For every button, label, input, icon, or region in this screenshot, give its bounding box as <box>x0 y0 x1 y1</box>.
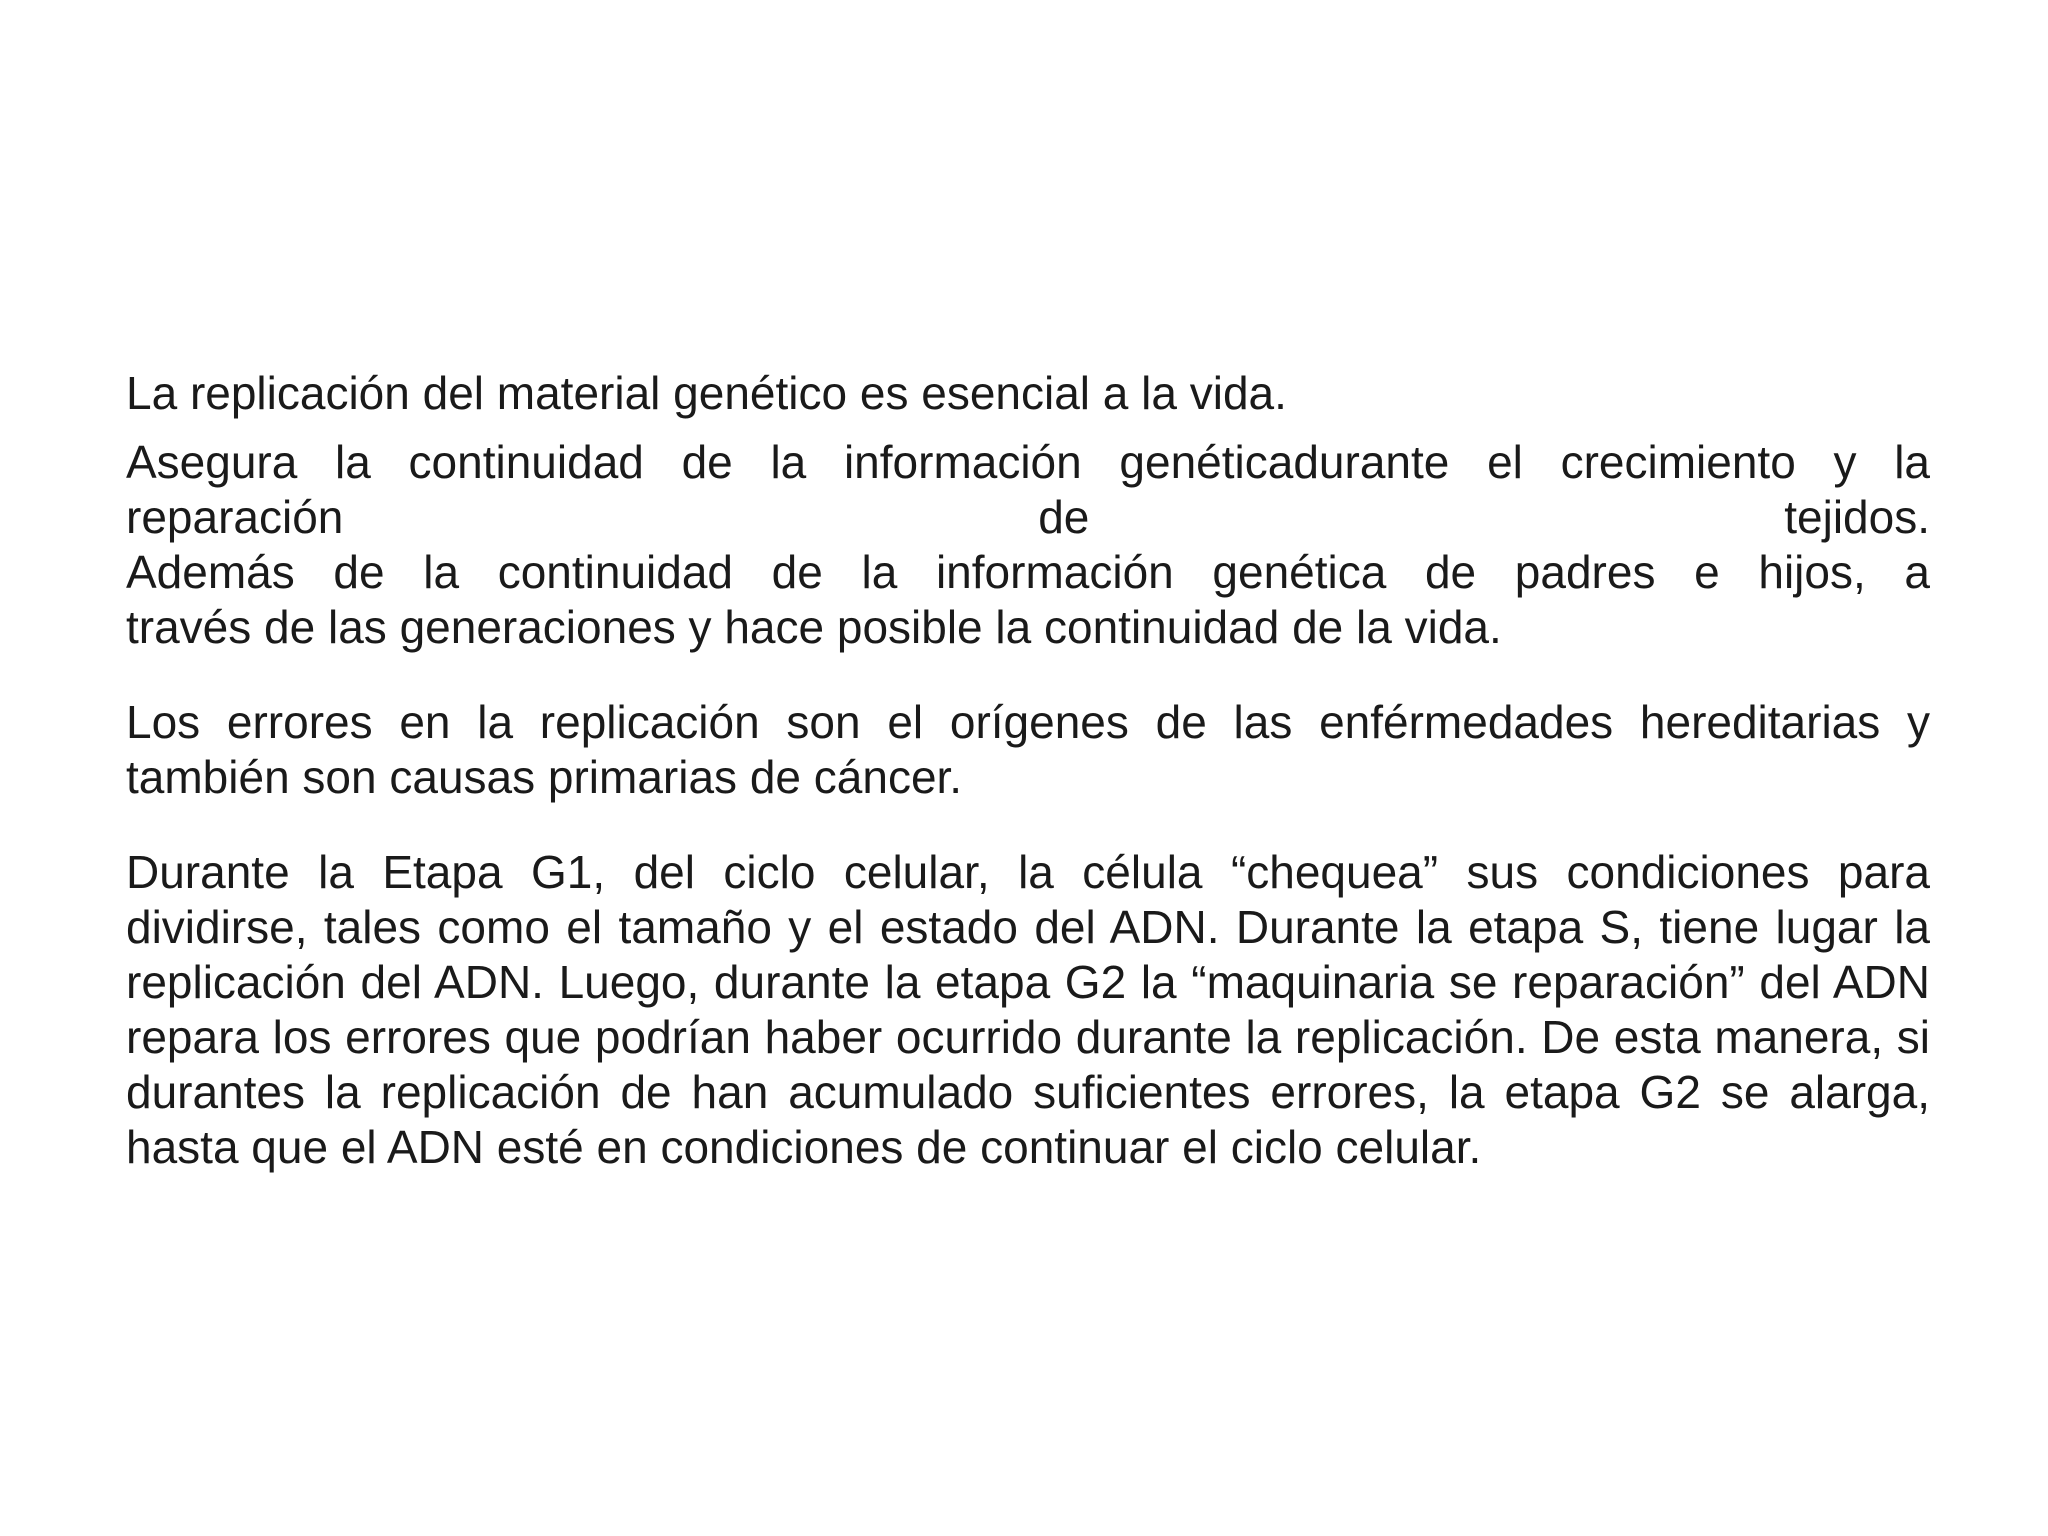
continuity-line-4: través de las generaciones y hace posible la continuidad de la vida. <box>126 601 1502 653</box>
continuity-line-2: reparación de tejidos. <box>126 491 1930 543</box>
cell-cycle-paragraph: Durante la Etapa G1, del ciclo celular, la célula “chequea” sus condiciones para dividirse, tales como el tamaño y el estado del ADN. Durante la etapa S, tiene lugar la replicación del ADN. Luego, durante la etapa G2 la “maquinaria se reparación” del ADN repara los errores que podrían haber ocurrido durante la replicación. De esta manera, si durantes la replicación de han acumulado suficientes errores, la etapa G2 se alarga, hasta que el ADN esté en condiciones de continuar el ciclo celular. <box>126 846 1930 1173</box>
continuity-line-3: Además de la continuidad de la información genética de padres e hijos, a <box>126 546 1930 598</box>
continuity-paragraph <box>126 435 1930 655</box>
continuity-line-1: Asegura la continuidad de la información genéticadurante el crecimiento y la <box>126 436 1930 488</box>
intro-paragraph: La replicación del material genético es esencial a la vida. <box>126 367 1287 419</box>
slide-body <box>126 366 1930 1175</box>
errors-paragraph: Los errores en la replicación son el orígenes de las enférmedades hereditarias y también son causas primarias de cáncer. <box>126 696 1930 803</box>
